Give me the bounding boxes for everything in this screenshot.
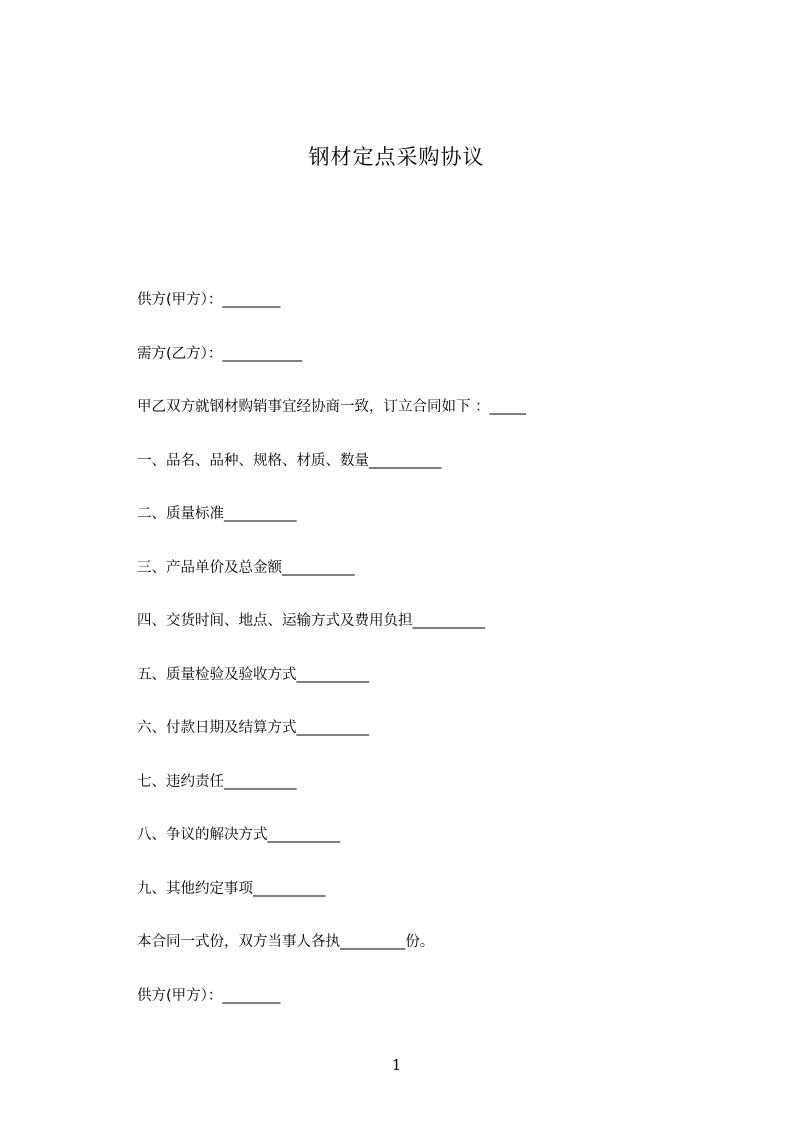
clause-8-line: 八、争议的解决方式__________ [137,827,340,843]
clause-5-line: 五、质量检验及验收方式__________ [137,666,369,683]
clause-3-line: 三、产品单价及总金额__________ [137,559,355,576]
supplier-signature-line: 供方(甲方）：________ [137,987,281,1004]
clause-7-line: 七、违约责任__________ [137,773,297,790]
clause-6-line: 六、付款日期及结算方式__________ [137,720,369,736]
buyer-line: 需方(乙方）：___________ [137,345,303,362]
agreement-intro-line: 甲乙双方就钢材购销事宜经协商一致，订立合同如下 ：_____ [137,399,526,415]
clause-2-line: 二、质量标准__________ [137,506,297,522]
copies-line: 本合同一式份，双方当事人各执_________份。 [137,934,435,950]
clause-9-line: 九、其他约定事项__________ [137,880,326,897]
contract-body [137,288,677,1037]
document-title: 钢材定点采购协议 [308,145,485,169]
supplier-line: 供方(甲方）：________ [137,292,281,308]
page-number: 1 [391,1056,402,1074]
clause-4-line: 四、交货时间、地点、运输方式及费用负担__________ [137,613,485,629]
clause-1-line: 一、品名、品种、规格、材质、数量__________ [137,452,442,469]
